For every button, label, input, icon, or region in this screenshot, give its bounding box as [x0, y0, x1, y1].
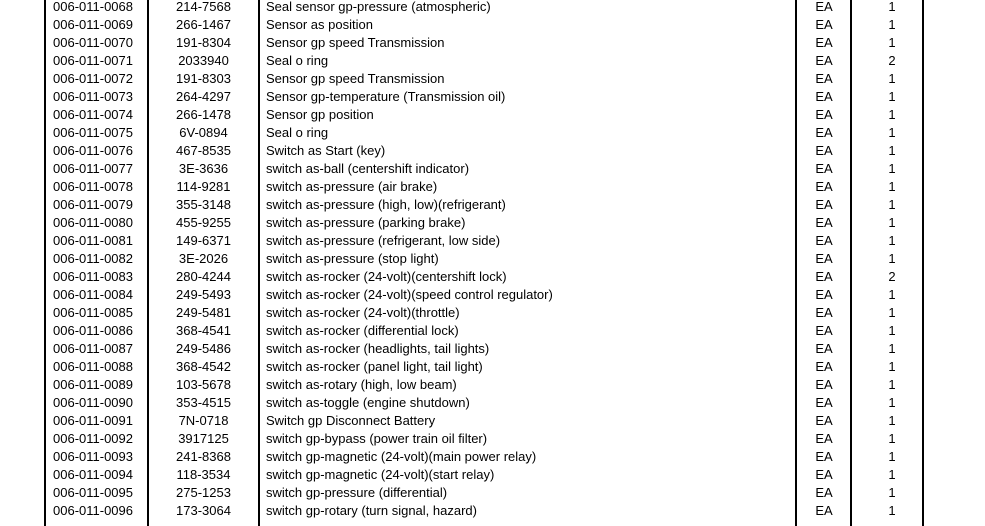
table-row: [0, 322, 985, 340]
description-cell: Sensor gp speed Transmission: [266, 35, 445, 50]
unit-cell: EA: [815, 107, 833, 122]
unit-cell: EA: [815, 467, 833, 482]
unit-cell: EA: [815, 17, 833, 32]
table-row: [0, 142, 985, 160]
table-row: [0, 340, 985, 358]
part-number-cell: 467-8535: [176, 143, 231, 158]
part-number-cell: 191-8304: [176, 35, 231, 50]
description-cell: Seal o ring: [266, 125, 329, 140]
table-row: [0, 304, 985, 322]
quantity-cell: 1: [888, 467, 896, 482]
quantity-cell: 1: [888, 251, 896, 266]
part-number-cell: 266-1478: [176, 107, 231, 122]
item-number-cell: 006-011-0082: [53, 251, 133, 266]
unit-cell: EA: [815, 269, 833, 284]
part-number-cell: 249-5481: [176, 305, 231, 320]
table-row: [0, 178, 985, 196]
part-number-cell: 241-8368: [176, 449, 231, 464]
table-row: [0, 52, 985, 70]
unit-cell: EA: [815, 125, 833, 140]
description-cell: switch gp-magnetic (24-volt)(start relay): [266, 467, 495, 482]
unit-cell: EA: [815, 431, 833, 446]
item-number-cell: 006-011-0089: [53, 377, 133, 392]
description-cell: Switch as Start (key): [266, 143, 386, 158]
part-number-cell: 191-8303: [176, 71, 231, 86]
part-number-cell: 368-4541: [176, 323, 231, 338]
unit-cell: EA: [815, 413, 833, 428]
quantity-cell: 1: [888, 503, 896, 518]
part-number-cell: 355-3148: [176, 197, 231, 212]
table-row: [0, 286, 985, 304]
part-number-cell: 118-3534: [176, 467, 231, 482]
table-row: [0, 502, 985, 520]
quantity-cell: 1: [888, 89, 896, 104]
description-cell: switch as-rocker (headlights, tail lights): [266, 341, 490, 356]
quantity-cell: 1: [888, 125, 896, 140]
quantity-cell: 1: [888, 323, 896, 338]
part-number-cell: 173-3064: [176, 503, 231, 518]
unit-cell: EA: [815, 359, 833, 374]
unit-cell: EA: [815, 341, 833, 356]
quantity-cell: 1: [888, 449, 896, 464]
description-cell: switch as-rotary (high, low beam): [266, 377, 457, 392]
unit-cell: EA: [815, 395, 833, 410]
item-number-cell: 006-011-0087: [53, 341, 133, 356]
part-number-cell: 114-9281: [176, 179, 231, 194]
description-cell: Sensor gp speed Transmission: [266, 71, 445, 86]
part-number-cell: 280-4244: [176, 269, 231, 284]
item-number-cell: 006-011-0086: [53, 323, 133, 338]
item-number-cell: 006-011-0094: [53, 467, 133, 482]
unit-cell: EA: [815, 485, 833, 500]
quantity-cell: 1: [888, 341, 896, 356]
description-cell: switch as-rocker (24-volt)(throttle): [266, 305, 460, 320]
quantity-cell: 1: [888, 431, 896, 446]
table-row: [0, 196, 985, 214]
item-number-cell: 006-011-0068: [53, 0, 133, 14]
item-number-cell: 006-011-0085: [53, 305, 133, 320]
part-number-cell: 3E-3636: [178, 161, 229, 176]
table-row: [0, 0, 985, 16]
table-row: [0, 232, 985, 250]
description-cell: switch as-pressure (stop light): [266, 251, 439, 266]
quantity-cell: 2: [888, 269, 896, 284]
quantity-cell: 1: [888, 197, 896, 212]
quantity-cell: 2: [888, 53, 896, 68]
description-cell: switch as-rocker (panel light, tail light): [266, 359, 483, 374]
quantity-cell: 1: [888, 17, 896, 32]
item-number-cell: 006-011-0080: [53, 215, 133, 230]
unit-cell: EA: [815, 251, 833, 266]
quantity-cell: 1: [888, 377, 896, 392]
quantity-cell: 1: [888, 143, 896, 158]
item-number-cell: 006-011-0092: [53, 431, 133, 446]
part-number-cell: 266-1467: [176, 17, 231, 32]
unit-cell: EA: [815, 179, 833, 194]
item-number-cell: 006-011-0081: [53, 233, 133, 248]
description-cell: switch as-pressure (high, low)(refrigerant): [266, 197, 506, 212]
item-number-cell: 006-011-0079: [53, 197, 133, 212]
description-cell: switch as-toggle (engine shutdown): [266, 395, 470, 410]
unit-cell: EA: [815, 449, 833, 464]
table-row: [0, 430, 985, 448]
table-row: [0, 250, 985, 268]
part-number-cell: 455-9255: [176, 215, 231, 230]
part-number-cell: 103-5678: [176, 377, 231, 392]
description-cell: switch gp-bypass (power train oil filter): [266, 431, 488, 446]
table-row: [0, 412, 985, 430]
description-cell: switch gp-rotary (turn signal, hazard): [266, 503, 477, 518]
unit-cell: EA: [815, 35, 833, 50]
item-number-cell: 006-011-0078: [53, 179, 133, 194]
unit-cell: EA: [815, 197, 833, 212]
quantity-cell: 1: [888, 0, 896, 14]
unit-cell: EA: [815, 305, 833, 320]
item-number-cell: 006-011-0084: [53, 287, 133, 302]
unit-cell: EA: [815, 143, 833, 158]
quantity-cell: 1: [888, 359, 896, 374]
item-number-cell: 006-011-0070: [53, 35, 133, 50]
table-row: [0, 376, 985, 394]
description-cell: switch as-pressure (refrigerant, low side): [266, 233, 501, 248]
item-number-cell: 006-011-0090: [53, 395, 133, 410]
table-row: [0, 106, 985, 124]
part-number-cell: 214-7568: [176, 0, 231, 14]
unit-cell: EA: [815, 377, 833, 392]
unit-cell: EA: [815, 215, 833, 230]
unit-cell: EA: [815, 71, 833, 86]
item-number-cell: 006-011-0077: [53, 161, 133, 176]
table-row: [0, 214, 985, 232]
quantity-cell: 1: [888, 233, 896, 248]
item-number-cell: 006-011-0072: [53, 71, 133, 86]
description-cell: switch gp-magnetic (24-volt)(main power relay): [266, 449, 537, 464]
item-number-cell: 006-011-0071: [53, 53, 133, 68]
unit-cell: EA: [815, 233, 833, 248]
unit-cell: EA: [815, 0, 833, 14]
table-row: [0, 16, 985, 34]
part-number-cell: 2033940: [178, 53, 229, 68]
description-cell: switch as-rocker (24-volt)(speed control regulator): [266, 287, 553, 302]
table-row: [0, 484, 985, 502]
part-number-cell: 7N-0718: [178, 413, 229, 428]
table-row: [0, 268, 985, 286]
table-row: [0, 394, 985, 412]
description-cell: switch as-rocker (24-volt)(centershift lock): [266, 269, 507, 284]
description-cell: Seal o ring: [266, 53, 329, 68]
description-cell: switch as-pressure (air brake): [266, 179, 438, 194]
description-cell: switch as-pressure (parking brake): [266, 215, 466, 230]
unit-cell: EA: [815, 323, 833, 338]
part-number-cell: 3917125: [178, 431, 229, 446]
quantity-cell: 1: [888, 35, 896, 50]
part-number-cell: 249-5493: [176, 287, 231, 302]
quantity-cell: 1: [888, 395, 896, 410]
table-row: [0, 88, 985, 106]
description-cell: Sensor as position: [266, 17, 373, 32]
part-number-cell: 275-1253: [176, 485, 231, 500]
description-cell: Seal sensor gp-pressure (atmospheric): [266, 0, 491, 14]
item-number-cell: 006-011-0074: [53, 107, 133, 122]
quantity-cell: 1: [888, 215, 896, 230]
part-number-cell: 3E-2026: [178, 251, 229, 266]
item-number-cell: 006-011-0095: [53, 485, 133, 500]
description-cell: switch gp-pressure (differential): [266, 485, 448, 500]
table-row: [0, 70, 985, 88]
description-cell: switch as-ball (centershift indicator): [266, 161, 470, 176]
item-number-cell: 006-011-0083: [53, 269, 133, 284]
table-row: [0, 448, 985, 466]
unit-cell: EA: [815, 53, 833, 68]
table-row: [0, 160, 985, 178]
quantity-cell: 1: [888, 485, 896, 500]
item-number-cell: 006-011-0096: [53, 503, 133, 518]
quantity-cell: 1: [888, 161, 896, 176]
item-number-cell: 006-011-0069: [53, 17, 133, 32]
quantity-cell: 1: [888, 179, 896, 194]
item-number-cell: 006-011-0091: [53, 413, 133, 428]
unit-cell: EA: [815, 503, 833, 518]
quantity-cell: 1: [888, 287, 896, 302]
part-number-cell: 368-4542: [176, 359, 231, 374]
quantity-cell: 1: [888, 413, 896, 428]
quantity-cell: 1: [888, 71, 896, 86]
table-row: [0, 466, 985, 484]
part-number-cell: 249-5486: [176, 341, 231, 356]
part-number-cell: 264-4297: [176, 89, 231, 104]
item-number-cell: 006-011-0076: [53, 143, 133, 158]
item-number-cell: 006-011-0093: [53, 449, 133, 464]
table-row: [0, 124, 985, 142]
description-cell: Sensor gp position: [266, 107, 374, 122]
unit-cell: EA: [815, 89, 833, 104]
item-number-cell: 006-011-0073: [53, 89, 133, 104]
table-row: [0, 34, 985, 52]
quantity-cell: 1: [888, 305, 896, 320]
description-cell: Sensor gp-temperature (Transmission oil): [266, 89, 506, 104]
description-cell: Switch gp Disconnect Battery: [266, 413, 436, 428]
item-number-cell: 006-011-0088: [53, 359, 133, 374]
part-number-cell: 353-4515: [176, 395, 231, 410]
quantity-cell: 1: [888, 107, 896, 122]
description-cell: switch as-rocker (differential lock): [266, 323, 459, 338]
part-number-cell: 6V-0894: [179, 125, 228, 140]
item-number-cell: 006-011-0075: [53, 125, 133, 140]
part-number-cell: 149-6371: [176, 233, 231, 248]
unit-cell: EA: [815, 161, 833, 176]
unit-cell: EA: [815, 287, 833, 302]
table-row: [0, 358, 985, 376]
